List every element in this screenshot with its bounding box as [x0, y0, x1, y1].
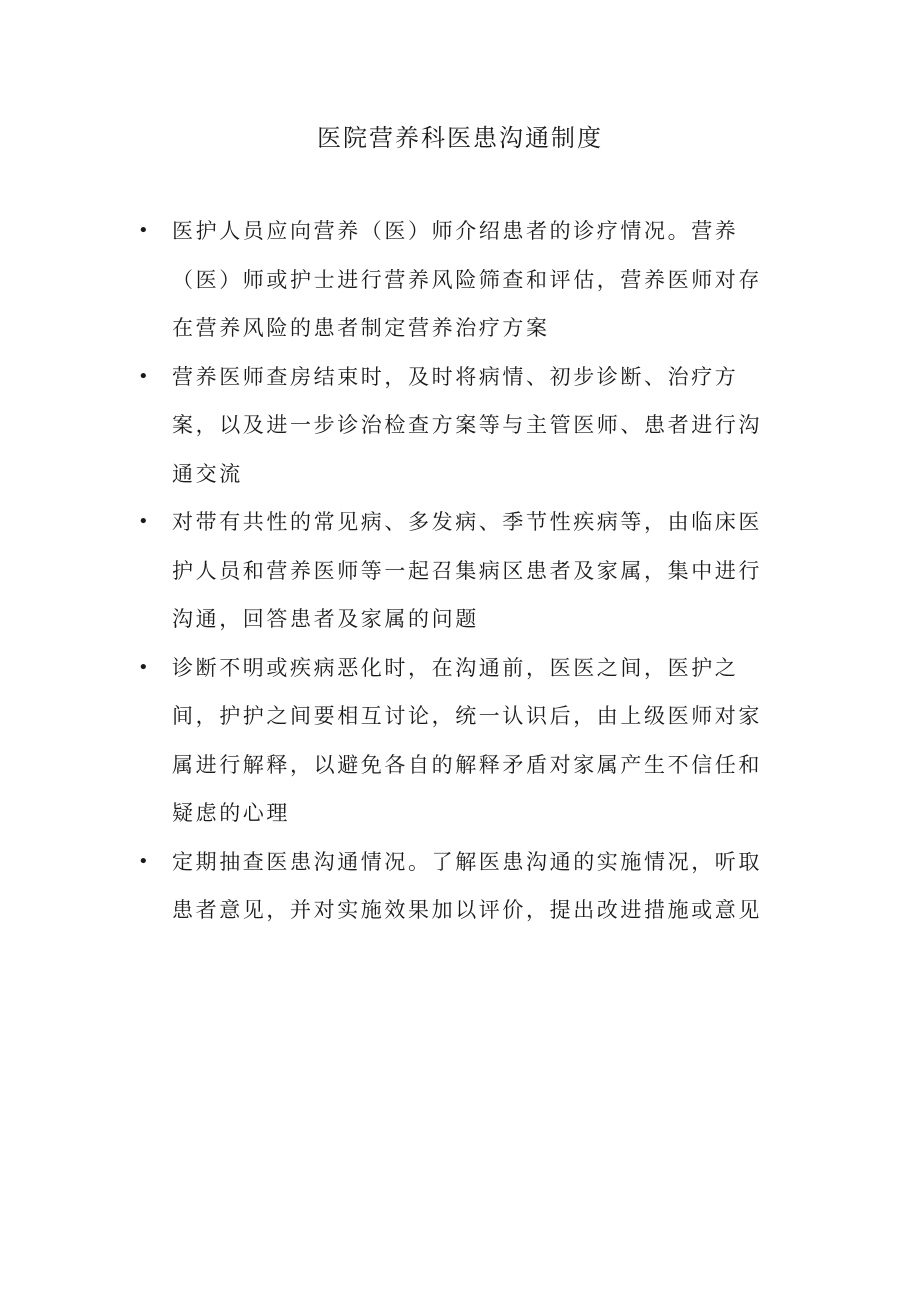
document-title: 医院营养科医患沟通制度 [317, 124, 603, 152]
bullet-icon: • [138, 850, 152, 872]
list-item [134, 644, 784, 838]
list-item-text: 诊断不明或疾病恶化时，在沟通前，医医之间，医护之间，护护之间要相互讨论，统一认识后，由上级医师对家属进行解释，以避免各自的解释矛盾对家属产生不信任和疑虑的心理 [172, 655, 762, 825]
list-item [134, 207, 784, 353]
list-item [134, 838, 784, 935]
list-item-text: 定期抽查医患沟通情况。了解医患沟通的实施情况，听取患者意见，并对实施效果加以评价，提出改进措施或意见 [172, 849, 762, 922]
list-item-text: 医护人员应向营养（医）师介绍患者的诊疗情况。营养（医）师或护士进行营养风险筛查和评估，营养医师对存在营养风险的患者制定营养治疗方案 [172, 219, 762, 340]
bullet-icon: • [138, 220, 152, 241]
list-item [134, 353, 784, 499]
bullet-icon: • [138, 365, 152, 387]
bullet-icon: • [138, 656, 152, 678]
bullet-icon: • [138, 511, 152, 532]
list-item [134, 498, 784, 644]
list-item-text: 对带有共性的常见病、多发病、季节性疾病等，由临床医护人员和营养医师等一起召集病区患者及家属，集中进行沟通，回答患者及家属的问题 [172, 510, 762, 631]
list-item-text: 营养医师查房结束时，及时将病情、初步诊断、治疗方案，以及进一步诊治检查方案等与主管医师、患者进行沟通交流 [172, 364, 762, 486]
policy-list [134, 207, 784, 935]
